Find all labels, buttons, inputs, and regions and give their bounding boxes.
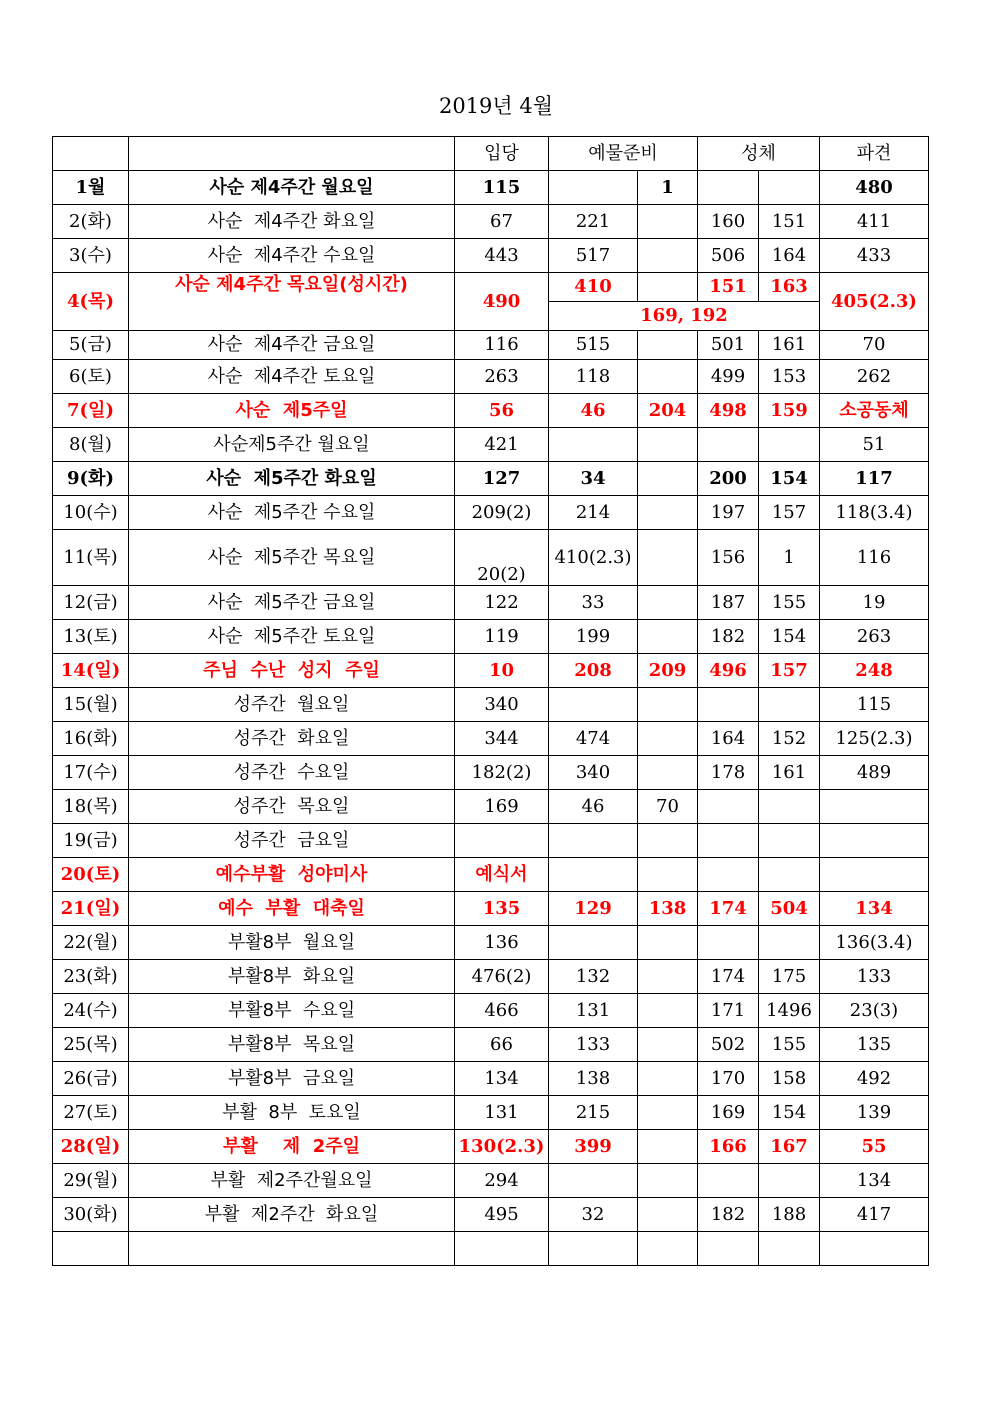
pagyeon-cell: 489	[820, 756, 929, 790]
seongche-1-cell: 501	[698, 331, 759, 360]
table-row	[53, 654, 929, 688]
event-cell: 부활8부 월요일	[129, 926, 455, 960]
event-cell: 주님 수난 성지 주일	[129, 654, 455, 688]
yemul-2-cell	[638, 586, 698, 620]
day-cell: 2(화)	[53, 205, 129, 239]
ipdang-cell: 136	[455, 926, 549, 960]
ipdang-cell: 263	[455, 360, 549, 394]
event-cell: 사순 제4주간 토요일	[129, 360, 455, 394]
header-day	[53, 137, 129, 171]
event-cell: 사순 제5주간 수요일	[129, 496, 455, 530]
event-cell: 부활8부 화요일	[129, 960, 455, 994]
yemul-2-cell	[638, 824, 698, 858]
pagyeon-cell	[820, 858, 929, 892]
seongche-2-cell	[759, 171, 820, 205]
yemul-1-cell	[549, 428, 638, 462]
seongche-1-cell	[698, 824, 759, 858]
seongche-1-cell: 160	[698, 205, 759, 239]
yemul-2-cell	[638, 496, 698, 530]
event-cell: 부활 8부 토요일	[129, 1096, 455, 1130]
event-cell: 사순 제4주간 목요일(성시간)	[129, 273, 455, 331]
ipdang-cell: 10	[455, 654, 549, 688]
yemul-2-cell	[638, 1062, 698, 1096]
yemul-1-cell: 214	[549, 496, 638, 530]
pagyeon-cell	[820, 824, 929, 858]
seongche-1-cell: 498	[698, 394, 759, 428]
day-cell: 12(금)	[53, 586, 129, 620]
seongche-2-cell	[759, 926, 820, 960]
day-cell: 3(수)	[53, 239, 129, 273]
yemul-1-cell: 399	[549, 1130, 638, 1164]
ipdang-cell: 134	[455, 1062, 549, 1096]
seongche-1-cell: 496	[698, 654, 759, 688]
event-cell: 사순 제4주간 수요일	[129, 239, 455, 273]
event-cell: 예수 부활 대축일	[129, 892, 455, 926]
yemul-1-cell: 132	[549, 960, 638, 994]
yemul-2-cell	[638, 1096, 698, 1130]
yemul-1-cell: 34	[549, 462, 638, 496]
ipdang-cell: 169	[455, 790, 549, 824]
yemul-1-cell	[549, 171, 638, 205]
yemul-1-cell: 515	[549, 331, 638, 360]
page-title: 2019년 4월	[438, 94, 554, 118]
seongche-2-cell	[759, 1164, 820, 1198]
yemul-2-cell	[638, 1198, 698, 1232]
seongche-2-cell: 163	[759, 273, 820, 302]
yemul-2-cell	[638, 530, 698, 586]
ipdang-cell: 67	[455, 205, 549, 239]
event-cell: 성주간 금요일	[129, 824, 455, 858]
table-row	[53, 273, 929, 302]
seongche-1-cell: 499	[698, 360, 759, 394]
seongche-2-cell	[759, 824, 820, 858]
seongche-1-cell: 182	[698, 1198, 759, 1232]
day-cell: 15(월)	[53, 688, 129, 722]
seongche-1-cell	[698, 790, 759, 824]
pagyeon-cell: 118(3.4)	[820, 496, 929, 530]
ipdang-cell: 127	[455, 462, 549, 496]
seongche-2-cell: 159	[759, 394, 820, 428]
pagyeon-cell: 248	[820, 654, 929, 688]
ipdang-cell: 476(2)	[455, 960, 549, 994]
yemul-1-cell: 131	[549, 994, 638, 1028]
yemul-1-cell: 199	[549, 620, 638, 654]
seongche-2-cell: 1496	[759, 994, 820, 1028]
seongche-2-cell: 154	[759, 620, 820, 654]
yemul-1-cell: 118	[549, 360, 638, 394]
header-event	[129, 137, 455, 171]
table-row	[53, 1232, 929, 1266]
event-cell: 성주간 목요일	[129, 790, 455, 824]
yemul-1-cell: 410(2.3)	[549, 530, 638, 586]
pagyeon-cell: 134	[820, 1164, 929, 1198]
table-row	[53, 790, 929, 824]
pagyeon-cell: 115	[820, 688, 929, 722]
seongche-2-cell	[759, 1232, 820, 1266]
ipdang-cell: 131	[455, 1096, 549, 1130]
yemul-2-cell	[638, 1232, 698, 1266]
pagyeon-cell: 19	[820, 586, 929, 620]
seongche-2-cell: 175	[759, 960, 820, 994]
seongche-2-cell: 151	[759, 205, 820, 239]
seongche-2-cell: 153	[759, 360, 820, 394]
pagyeon-cell: 139	[820, 1096, 929, 1130]
day-cell: 29(월)	[53, 1164, 129, 1198]
seongche-1-cell: 164	[698, 722, 759, 756]
pagyeon-cell: 125(2.3)	[820, 722, 929, 756]
table-row	[53, 394, 929, 428]
seongche-1-cell	[698, 858, 759, 892]
day-cell: 26(금)	[53, 1062, 129, 1096]
table-row	[53, 530, 929, 586]
day-cell: 13(토)	[53, 620, 129, 654]
event-cell: 사순제5주간 월요일	[129, 428, 455, 462]
header-yemul: 예물준비	[549, 137, 698, 171]
yemul-2-cell	[638, 1164, 698, 1198]
seongche-2-cell: 152	[759, 722, 820, 756]
yemul-1-cell	[549, 858, 638, 892]
table-row	[53, 1164, 929, 1198]
ipdang-cell	[455, 1232, 549, 1266]
yemul-2-cell	[638, 360, 698, 394]
ipdang-cell: 443	[455, 239, 549, 273]
day-cell: 22(월)	[53, 926, 129, 960]
seongche-2-cell: 188	[759, 1198, 820, 1232]
table-row	[53, 205, 929, 239]
seongche-2-cell	[759, 790, 820, 824]
table-row	[53, 586, 929, 620]
table-row	[53, 926, 929, 960]
yemul-2-cell	[638, 273, 698, 302]
event-cell: 부활 제 2주일	[129, 1130, 455, 1164]
event-cell: 성주간 월요일	[129, 688, 455, 722]
pagyeon-cell: 133	[820, 960, 929, 994]
ipdang-cell: 56	[455, 394, 549, 428]
yemul-2-cell	[638, 960, 698, 994]
seongche-2-cell: 157	[759, 496, 820, 530]
ipdang-cell: 344	[455, 722, 549, 756]
day-cell: 24(수)	[53, 994, 129, 1028]
event-cell: 부활 제2주간월요일	[129, 1164, 455, 1198]
seongche-1-cell: 169	[698, 1096, 759, 1130]
pagyeon-cell: 417	[820, 1198, 929, 1232]
pagyeon-cell: 263	[820, 620, 929, 654]
seongche-2-cell: 155	[759, 586, 820, 620]
table-row	[53, 824, 929, 858]
header-seongche: 성체	[698, 137, 820, 171]
table-row	[53, 620, 929, 654]
day-cell: 10(수)	[53, 496, 129, 530]
table-row	[53, 960, 929, 994]
ipdang-cell: 115	[455, 171, 549, 205]
day-cell: 8(월)	[53, 428, 129, 462]
seongche-1-cell: 171	[698, 994, 759, 1028]
yemul-2-cell	[638, 428, 698, 462]
yemul-2-cell	[638, 620, 698, 654]
day-cell: 25(목)	[53, 1028, 129, 1062]
table-row	[53, 994, 929, 1028]
yemul-1-cell: 33	[549, 586, 638, 620]
pagyeon-cell: 262	[820, 360, 929, 394]
table-row	[53, 462, 929, 496]
seongche-2-cell	[759, 858, 820, 892]
seongche-2-cell: 161	[759, 756, 820, 790]
table-row	[53, 331, 929, 360]
ipdang-cell: 122	[455, 586, 549, 620]
event-cell: 사순 제4주간 화요일	[129, 205, 455, 239]
yemul-1-cell: 46	[549, 790, 638, 824]
pagyeon-cell: 55	[820, 1130, 929, 1164]
yemul-2-cell: 204	[638, 394, 698, 428]
day-cell: 7(일)	[53, 394, 129, 428]
pagyeon-cell: 51	[820, 428, 929, 462]
table-row	[53, 239, 929, 273]
ipdang-cell: 182(2)	[455, 756, 549, 790]
seongche-2-cell	[759, 428, 820, 462]
event-cell: 사순 제5주간 토요일	[129, 620, 455, 654]
seongche-1-cell: 174	[698, 892, 759, 926]
table-row	[53, 688, 929, 722]
day-cell: 18(목)	[53, 790, 129, 824]
yemul-1-cell: 208	[549, 654, 638, 688]
pagyeon-cell: 70	[820, 331, 929, 360]
day-cell: 27(토)	[53, 1096, 129, 1130]
yemul-2-cell	[638, 994, 698, 1028]
day-cell: 28(일)	[53, 1130, 129, 1164]
day-cell: 9(화)	[53, 462, 129, 496]
seongche-1-cell	[698, 428, 759, 462]
yemul-1-cell: 138	[549, 1062, 638, 1096]
day-cell: 11(목)	[53, 530, 129, 586]
yemul-1-cell: 32	[549, 1198, 638, 1232]
day-cell: 30(화)	[53, 1198, 129, 1232]
ipdang-cell: 490	[455, 273, 549, 331]
event-cell: 성주간 화요일	[129, 722, 455, 756]
pagyeon-cell: 492	[820, 1062, 929, 1096]
table-row	[53, 892, 929, 926]
ipdang-cell: 466	[455, 994, 549, 1028]
ipdang-cell: 66	[455, 1028, 549, 1062]
seongche-2-cell	[759, 688, 820, 722]
seongche-1-cell: 506	[698, 239, 759, 273]
seongche-2-cell: 167	[759, 1130, 820, 1164]
day-cell: 5(금)	[53, 331, 129, 360]
yemul-1-cell: 129	[549, 892, 638, 926]
header-pagyeon: 파견	[820, 137, 929, 171]
pagyeon-cell: 135	[820, 1028, 929, 1062]
event-cell: 부활8부 금요일	[129, 1062, 455, 1096]
day-cell: 20(토)	[53, 858, 129, 892]
header-ipdang: 입당	[455, 137, 549, 171]
yemul-2-cell	[638, 756, 698, 790]
pagyeon-cell: 117	[820, 462, 929, 496]
seongche-2-cell: 155	[759, 1028, 820, 1062]
seongche-1-cell: 151	[698, 273, 759, 302]
day-cell: 1월	[53, 171, 129, 205]
pagyeon-cell: 405(2.3)	[820, 273, 929, 331]
yemul-2-cell	[638, 331, 698, 360]
table-row	[53, 722, 929, 756]
event-cell: 사순 제5주간 목요일	[129, 530, 455, 586]
seongche-2-cell: 161	[759, 331, 820, 360]
day-cell: 17(수)	[53, 756, 129, 790]
event-cell: 사순 제5주일	[129, 394, 455, 428]
yemul-1-cell: 474	[549, 722, 638, 756]
seongche-2-cell: 164	[759, 239, 820, 273]
yemul-1-cell: 410	[549, 273, 638, 302]
day-cell: 4(목)	[53, 273, 129, 331]
yemul-1-cell: 517	[549, 239, 638, 273]
yemul-2-cell	[638, 1028, 698, 1062]
event-cell	[129, 1232, 455, 1266]
day-cell: 21(일)	[53, 892, 129, 926]
seongche-2-cell: 1	[759, 530, 820, 586]
table-row	[53, 1096, 929, 1130]
ipdang-cell: 340	[455, 688, 549, 722]
pagyeon-cell	[820, 790, 929, 824]
pagyeon-cell: 480	[820, 171, 929, 205]
yemul-2-cell	[638, 462, 698, 496]
yemul-2-cell	[638, 926, 698, 960]
day-cell: 6(토)	[53, 360, 129, 394]
event-cell: 부활 제2주간 화요일	[129, 1198, 455, 1232]
seongche-1-cell: 174	[698, 960, 759, 994]
ipdang-cell: 116	[455, 331, 549, 360]
event-cell: 사순 제4주간 월요일	[129, 171, 455, 205]
seongche-1-cell	[698, 1164, 759, 1198]
seongche-1-cell	[698, 688, 759, 722]
seongche-1-cell: 502	[698, 1028, 759, 1062]
seongche-2-cell: 504	[759, 892, 820, 926]
event-cell: 사순 제4주간 금요일	[129, 331, 455, 360]
yemul-2-cell	[638, 688, 698, 722]
pagyeon-cell: 소공동체	[820, 394, 929, 428]
table-row	[53, 496, 929, 530]
yemul-1-cell: 133	[549, 1028, 638, 1062]
yemul-1-cell: 340	[549, 756, 638, 790]
attendance-table	[52, 136, 929, 1266]
yemul-2-cell	[638, 239, 698, 273]
yemul-2-cell: 138	[638, 892, 698, 926]
ipdang-cell: 예식서	[455, 858, 549, 892]
event-cell: 부활8부 수요일	[129, 994, 455, 1028]
event-cell: 사순 제5주간 화요일	[129, 462, 455, 496]
seongche-1-cell: 156	[698, 530, 759, 586]
event-cell: 성주간 수요일	[129, 756, 455, 790]
table-row	[53, 1130, 929, 1164]
table-row	[53, 1062, 929, 1096]
table-row	[53, 1028, 929, 1062]
seongche-2-cell: 157	[759, 654, 820, 688]
seongche-1-cell: 197	[698, 496, 759, 530]
yemul-1-cell	[549, 824, 638, 858]
pagyeon-cell: 136(3.4)	[820, 926, 929, 960]
day-cell	[53, 1232, 129, 1266]
ipdang-cell	[455, 824, 549, 858]
table-row	[53, 858, 929, 892]
seongche-2-cell: 154	[759, 1096, 820, 1130]
yemul-2-cell: 1	[638, 171, 698, 205]
event-cell: 예수부활 성야미사	[129, 858, 455, 892]
pagyeon-cell: 411	[820, 205, 929, 239]
day-cell: 23(화)	[53, 960, 129, 994]
table-row	[53, 171, 929, 205]
pagyeon-cell: 433	[820, 239, 929, 273]
seongche-1-cell	[698, 171, 759, 205]
ipdang-cell: 421	[455, 428, 549, 462]
yemul-2-cell	[638, 858, 698, 892]
ipdang-cell: 20(2)	[455, 530, 549, 586]
table-row	[53, 756, 929, 790]
ipdang-cell: 209(2)	[455, 496, 549, 530]
ipdang-cell: 135	[455, 892, 549, 926]
yemul-1-cell	[549, 688, 638, 722]
day-cell: 14(일)	[53, 654, 129, 688]
yemul-2-cell: 209	[638, 654, 698, 688]
yemul-1-cell: 46	[549, 394, 638, 428]
pagyeon-cell: 23(3)	[820, 994, 929, 1028]
yemul-2-cell: 70	[638, 790, 698, 824]
ipdang-cell: 495	[455, 1198, 549, 1232]
seongche-1-cell	[698, 1232, 759, 1266]
yemul-1-cell: 215	[549, 1096, 638, 1130]
yemul-1-cell	[549, 1164, 638, 1198]
extra-cell: 169, 192	[549, 302, 820, 331]
seongche-1-cell: 200	[698, 462, 759, 496]
pagyeon-cell: 134	[820, 892, 929, 926]
seongche-1-cell: 187	[698, 586, 759, 620]
ipdang-cell: 294	[455, 1164, 549, 1198]
header-row	[53, 137, 929, 171]
yemul-1-cell	[549, 926, 638, 960]
seongche-1-cell	[698, 926, 759, 960]
seongche-2-cell: 154	[759, 462, 820, 496]
event-cell: 사순 제5주간 금요일	[129, 586, 455, 620]
table-row	[53, 428, 929, 462]
ipdang-cell: 119	[455, 620, 549, 654]
seongche-2-cell: 158	[759, 1062, 820, 1096]
seongche-1-cell: 166	[698, 1130, 759, 1164]
table-row	[53, 1198, 929, 1232]
yemul-2-cell	[638, 722, 698, 756]
seongche-1-cell: 170	[698, 1062, 759, 1096]
pagyeon-cell	[820, 1232, 929, 1266]
yemul-1-cell	[549, 1232, 638, 1266]
seongche-1-cell: 182	[698, 620, 759, 654]
seongche-1-cell: 178	[698, 756, 759, 790]
pagyeon-cell: 116	[820, 530, 929, 586]
day-cell: 19(금)	[53, 824, 129, 858]
yemul-2-cell	[638, 1130, 698, 1164]
yemul-1-cell: 221	[549, 205, 638, 239]
yemul-2-cell	[638, 205, 698, 239]
day-cell: 16(화)	[53, 722, 129, 756]
event-cell: 부활8부 목요일	[129, 1028, 455, 1062]
table-row	[53, 360, 929, 394]
ipdang-cell: 130(2.3)	[455, 1130, 549, 1164]
